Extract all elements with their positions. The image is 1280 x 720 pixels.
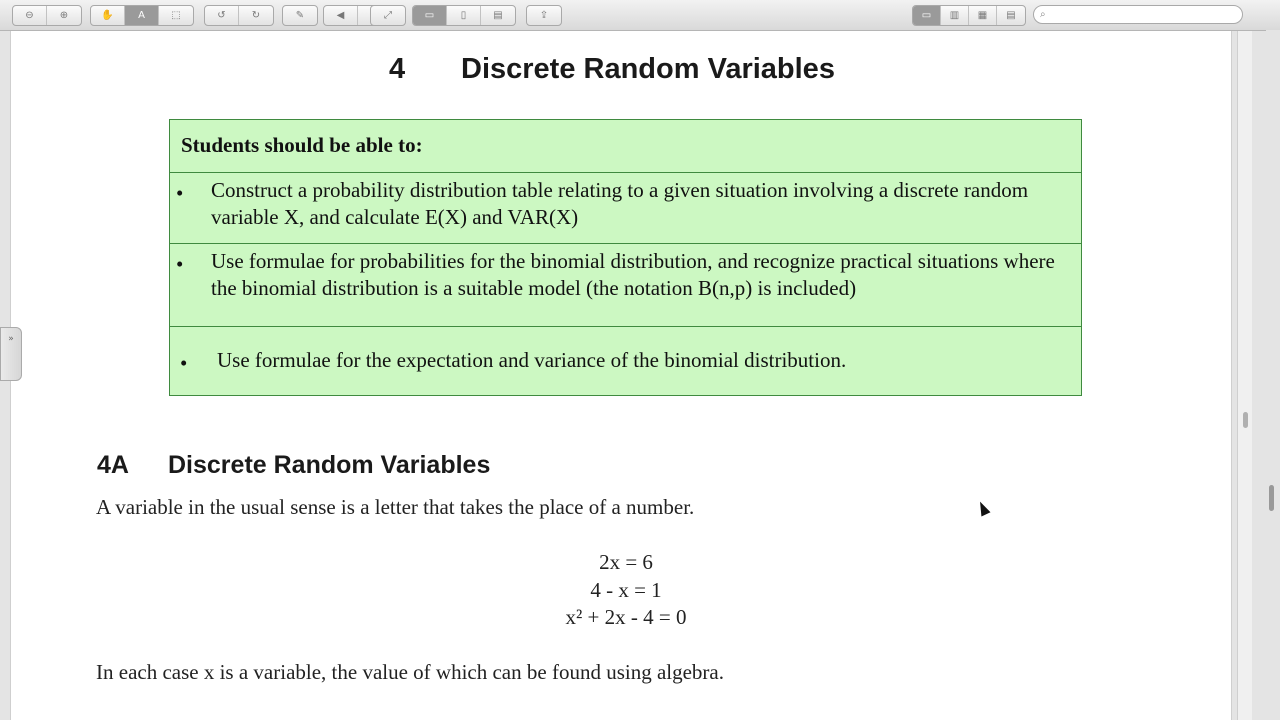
- equation: 2x = 6: [599, 550, 653, 574]
- vertical-scrollbar[interactable]: [1237, 31, 1252, 720]
- tool-group: [90, 5, 194, 26]
- fit-icon[interactable]: ⤢: [384, 10, 392, 21]
- objective-text: Use formulae for probabilities for the binomial distribution, and recognize practical situations where the binomial distribution is a suitable model (the notation B(n,p) is included): [211, 249, 1055, 300]
- view-toc-icon[interactable]: ▤: [1006, 10, 1016, 21]
- bullet: •: [180, 351, 188, 375]
- toolbar: [0, 0, 1280, 31]
- bullet: •: [176, 252, 184, 276]
- text-select-icon[interactable]: A: [125, 6, 159, 25]
- page-layout-group: [412, 5, 516, 26]
- bullet: •: [176, 181, 184, 205]
- rotate-left-icon[interactable]: ↺: [205, 6, 239, 25]
- objective-row: [170, 327, 1081, 395]
- view-thumbnails-icon[interactable]: ▥: [941, 6, 969, 25]
- objectives-heading: Students should be able to:: [181, 133, 423, 157]
- equation: x² + 2x - 4 = 0: [565, 605, 687, 629]
- intro-paragraph: A variable in the usual sense is a letter that takes the place of a number.: [96, 495, 695, 519]
- view-content-icon[interactable]: ▭: [913, 6, 941, 25]
- rotate-group: [204, 5, 274, 26]
- objective-text: Use formulae for the expectation and variance of the binomial distribution.: [217, 348, 847, 372]
- objectives-header-row: [170, 120, 1081, 173]
- annotate-group: [282, 5, 318, 26]
- document-page: [10, 31, 1232, 720]
- objective-row: [170, 173, 1081, 244]
- rotate-right-icon[interactable]: ↻: [251, 10, 261, 21]
- window-edge: [1266, 30, 1280, 720]
- objective-row: [170, 244, 1081, 327]
- equation: 4 - x = 1: [590, 578, 662, 602]
- pencil-icon[interactable]: ✎: [295, 10, 305, 21]
- continuous-icon[interactable]: ▤: [493, 10, 503, 21]
- hand-icon[interactable]: ✋: [91, 6, 125, 25]
- chevron-right-icon: »: [8, 334, 14, 344]
- search-field[interactable]: [1033, 5, 1243, 24]
- scrollbar-thumb[interactable]: [1243, 412, 1248, 428]
- select-icon[interactable]: ⬚: [171, 10, 181, 21]
- section-heading: [97, 451, 491, 480]
- explanation-paragraph: In each case x is a variable, the value of which can be found using algebra.: [96, 660, 724, 684]
- single-page-icon[interactable]: ▭: [413, 6, 447, 25]
- section-number: 4A: [97, 451, 129, 479]
- share-group: [526, 5, 562, 26]
- chapter-number: 4: [389, 53, 406, 85]
- two-page-icon[interactable]: ▯: [447, 6, 481, 25]
- zoom-out-icon[interactable]: ⊖: [13, 6, 47, 25]
- objective-text: Construct a probability distribution table relating to a given situation involving a discrete random variable X, and calculate E(X) and VAR(X): [211, 178, 1029, 229]
- outer-scrollbar-thumb[interactable]: [1269, 485, 1274, 511]
- sidebar-toggle-handle[interactable]: [0, 327, 22, 381]
- objectives-box: [169, 119, 1082, 396]
- zoom-in-icon[interactable]: ⊕: [59, 10, 69, 21]
- share-icon[interactable]: ⇪: [539, 10, 549, 21]
- search-icon: ⌕: [1040, 9, 1046, 20]
- view-mode-group: [912, 5, 1026, 26]
- chapter-title: Discrete Random Variables: [461, 53, 835, 85]
- section-title: Discrete Random Variables: [168, 451, 491, 479]
- view-contact-sheet-icon[interactable]: ▦: [969, 6, 997, 25]
- fit-group: [370, 5, 406, 26]
- zoom-group: [12, 5, 82, 26]
- previous-page-icon[interactable]: ◀: [324, 6, 358, 25]
